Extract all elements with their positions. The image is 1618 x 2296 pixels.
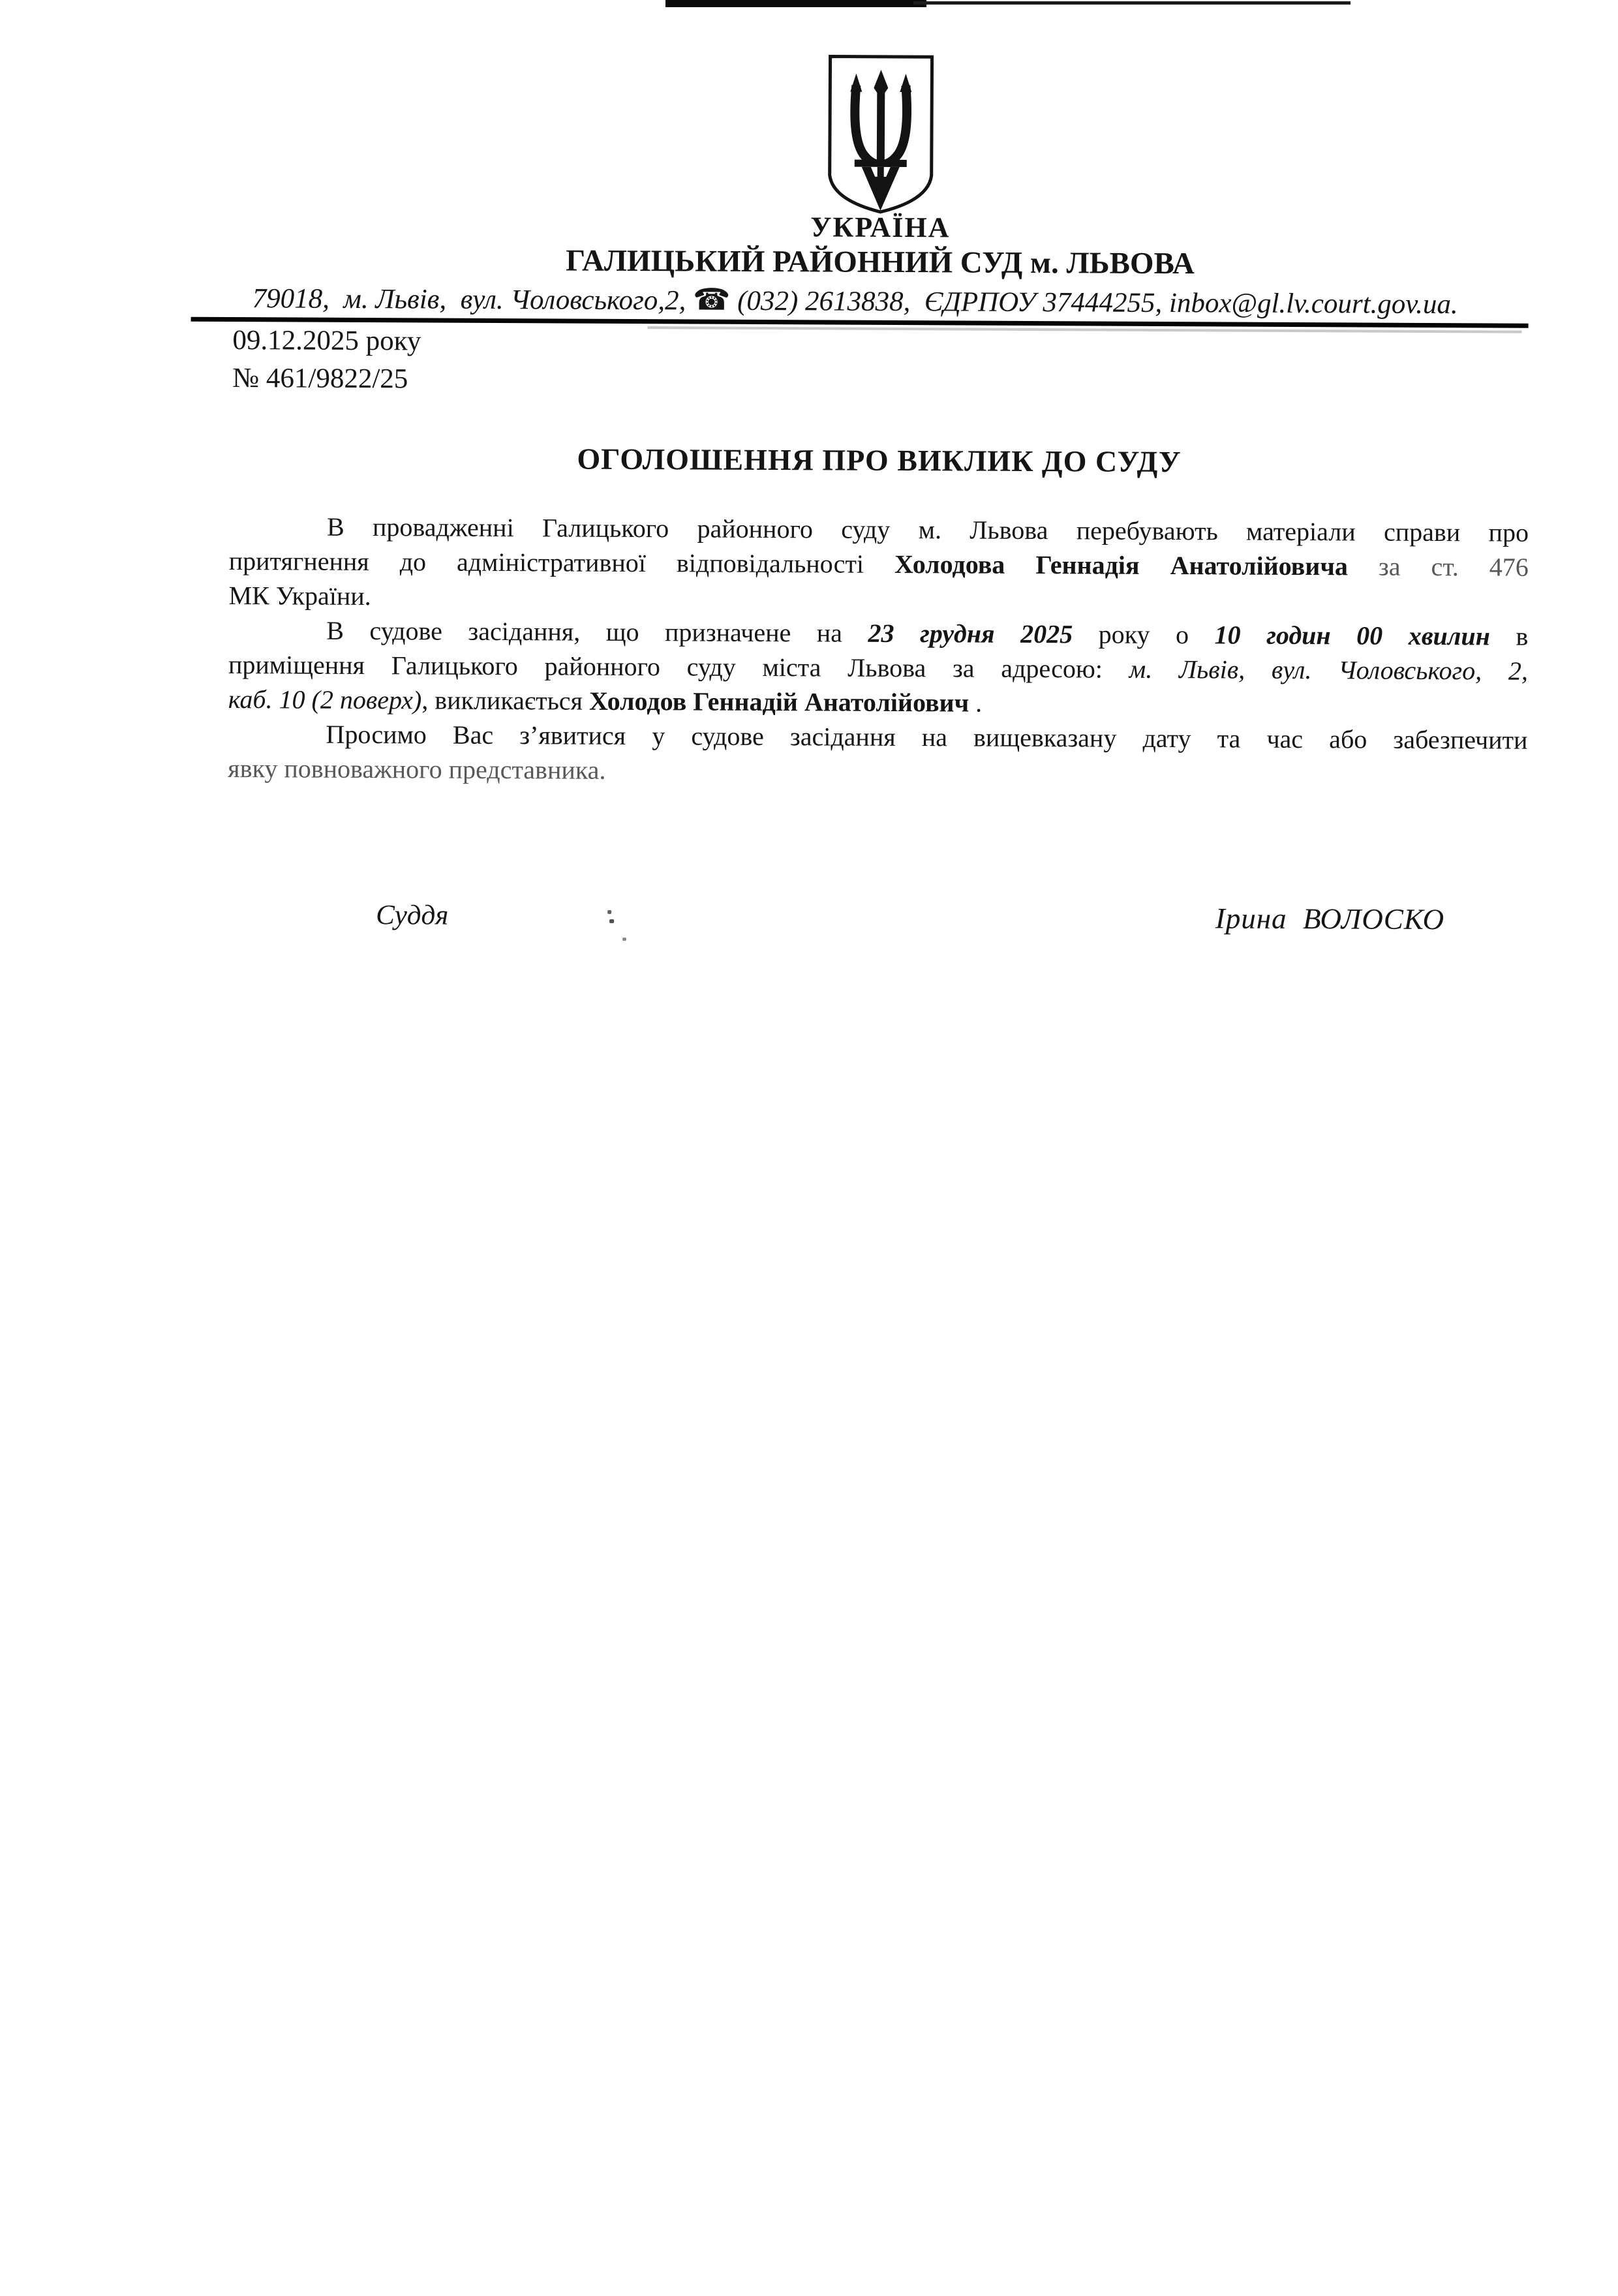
court-address [206,279,1505,321]
text-run: Холодов Геннадій Анатолійович [588,686,969,718]
document-body [228,509,1529,792]
scan-smudge [607,910,611,914]
paragraph [228,716,1527,792]
country-name: УКРАЇНА [810,211,951,244]
scan-smudge [622,938,626,941]
signature-name: Ірина ВОЛОСКО [1215,902,1445,936]
text-run: 23 грудня 2025 [868,618,1073,649]
address-part1: 79018, м. Львів, вул. Чоловського,2, [252,283,694,316]
text-line [228,716,1527,758]
text-line [229,543,1529,585]
court-name: ГАЛИЦЬКИЙ РАЙОННИЙ СУД м. ЛЬВОВА [566,243,1195,281]
scan-smudge [609,919,614,923]
text-run: каб. 10 (2 поверх) [228,684,422,715]
document-meta [232,322,421,398]
trident-icon [825,54,936,215]
ukraine-trident-emblem [825,54,936,218]
signature-role: Суддя [376,900,449,931]
text-run: Просимо Вас з’явитися у судове засідання на вищевказану дату та час або забезпечити [326,719,1528,755]
document-date: 09.12.2025 року [232,325,421,357]
text-line [228,578,1528,619]
phone-icon: ☎ [692,281,731,317]
text-run: МК України. [228,580,371,611]
signature-row [227,896,1527,937]
text-line [228,682,1528,723]
text-run: м. Львів, вул. Чоловського, 2, [1129,654,1529,686]
document-sheet [221,0,1531,2296]
text-run: . [969,688,983,718]
document-title: ОГОЛОШЕННЯ ПРО ВИКЛИК ДО СУДУ [577,442,1182,479]
text-run: року о [1073,619,1215,650]
text-run: В судове засідання, що призначене на [326,615,868,648]
header-rule-scan-echo [648,326,1522,333]
case-number: № 461/9822/25 [232,363,408,395]
text-line [229,509,1529,550]
paragraph [228,613,1529,723]
text-run: , викликається [421,685,590,716]
text-line [228,647,1528,688]
text-run: за ст. 476 [1347,551,1529,582]
text-run: Холодова Геннадія Анатолійовича [894,549,1349,581]
text-run: притягнення до адміністративної відповідальності [228,545,895,579]
text-run: приміщення Галицького районного суду міста Львова за адресою: [228,649,1129,684]
address-part2: (032) 2613838, ЄДРПОУ 37444255, inbox@gl.lv.court.gov.ua. [730,285,1458,320]
text-run: В провадженні Галицького районного суду м. Львова перебувають матеріали справи про [326,512,1529,547]
text-run: явку повноважного представника. [228,753,606,785]
text-line [228,613,1528,654]
text-line [228,751,1527,792]
text-run: в [1489,621,1529,651]
text-run: 10 годин 00 хвилин [1214,620,1490,651]
paragraph [228,509,1529,619]
